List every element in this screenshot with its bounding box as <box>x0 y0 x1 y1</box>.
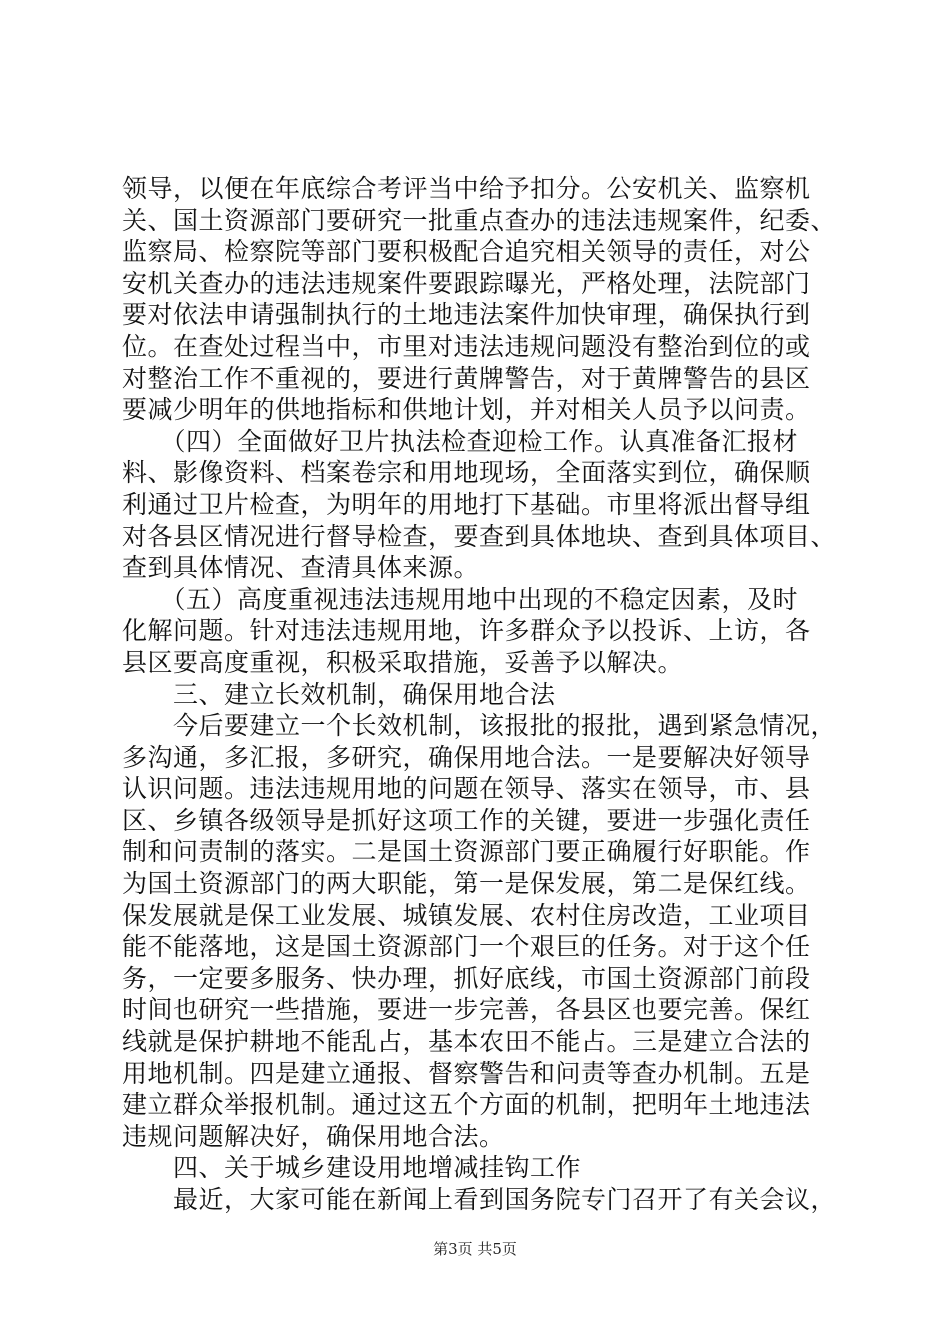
text-line: 对整治工作不重视的，要进行黄牌警告，对于黄牌警告的县区 <box>122 363 811 393</box>
text-line: 安机关查办的违法违规案件要跟踪曝光，严格处理，法院部门 <box>122 268 811 298</box>
text-line: 查到具体情况、查清具体来源。 <box>122 553 480 583</box>
text-line: 多沟通，多汇报，多研究，确保用地合法。一是要解决好领导 <box>122 742 811 772</box>
text-line: 为国土资源部门的两大职能，第一是保发展，第二是保红线。 <box>122 869 811 899</box>
text-line: 建立群众举报机制。通过这五个方面的机制，把明年土地违法 <box>122 1090 811 1120</box>
text-line: 县区要高度重视，积极采取措施，妥善予以解决。 <box>122 647 684 677</box>
text-line: 化解问题。针对违法违规用地，许多群众予以投诉、上访，各 <box>122 616 811 646</box>
text-line: 违规问题解决好，确保用地合法。 <box>122 1121 505 1151</box>
text-line: 保发展就是保工业发展、城镇发展、农村住房改造，工业项目 <box>122 900 811 930</box>
text-line: 制和问责制的落实。二是国土资源部门要正确履行好职能。作 <box>122 837 811 867</box>
text-line: 要减少明年的供地指标和供地计划，并对相关人员予以问责。 <box>122 395 811 425</box>
page-footer: 第3页 共5页 <box>433 1240 517 1258</box>
text-line: （四）全面做好卫片执法检查迎检工作。认真准备汇报材 <box>122 426 799 456</box>
text-line: 用地机制。四是建立通报、督察警告和问责等查办机制。五是 <box>122 1058 811 1088</box>
text-line: 要对依法申请强制执行的土地违法案件加快审理，确保执行到 <box>122 300 811 330</box>
text-line: 时间也研究一些措施，要进一步完善，各县区也要完善。保红 <box>122 995 811 1025</box>
text-line: 务，一定要多服务、快办理，抓好底线，市国土资源部门前段 <box>122 963 811 993</box>
text-line: 四、关于城乡建设用地增减挂钩工作 <box>122 1153 582 1183</box>
text-line: 位。在查处过程当中，市里对违法违规问题没有整治到位的或 <box>122 331 811 361</box>
text-line: 领导，以便在年底综合考评当中给予扣分。公安机关、监察机 <box>122 174 811 203</box>
text-line: 监察局、检察院等部门要积极配合追究相关领导的责任，对公 <box>122 237 811 267</box>
text-line: 最近，大家可能在新闻上看到国务院专门召开了有关会议， <box>122 1185 837 1214</box>
text-line: 区、乡镇各级领导是抓好这项工作的关键，要进一步强化责任 <box>122 805 811 835</box>
text-line: 利通过卫片检查，为明年的用地打下基础。市里将派出督导组 <box>122 489 811 519</box>
text-line: 能不能落地，这是国土资源部门一个艰巨的任务。对于这个任 <box>122 932 811 962</box>
text-line: 线就是保护耕地不能乱占，基本农田不能占。三是建立合法的 <box>122 1027 811 1057</box>
text-line: 三、建立长效机制，确保用地合法 <box>122 679 556 709</box>
text-line: 料、影像资料、档案卷宗和用地现场，全面落实到位，确保顺 <box>122 458 811 488</box>
text-line: （五）高度重视违法违规用地中出现的不稳定因素，及时 <box>122 584 799 614</box>
text-line: 关、国土资源部门要研究一批重点查办的违法违规案件，纪委、 <box>122 205 837 235</box>
text-line: 今后要建立一个长效机制，该报批的报批，遇到紧急情况， <box>122 711 837 741</box>
text-line: 认识问题。违法违规用地的问题在领导、落实在领导，市、县 <box>122 774 811 804</box>
text-line: 对各县区情况进行督导检查，要查到具体地块、查到具体项目、 <box>122 521 837 551</box>
document-body <box>122 173 842 1216</box>
